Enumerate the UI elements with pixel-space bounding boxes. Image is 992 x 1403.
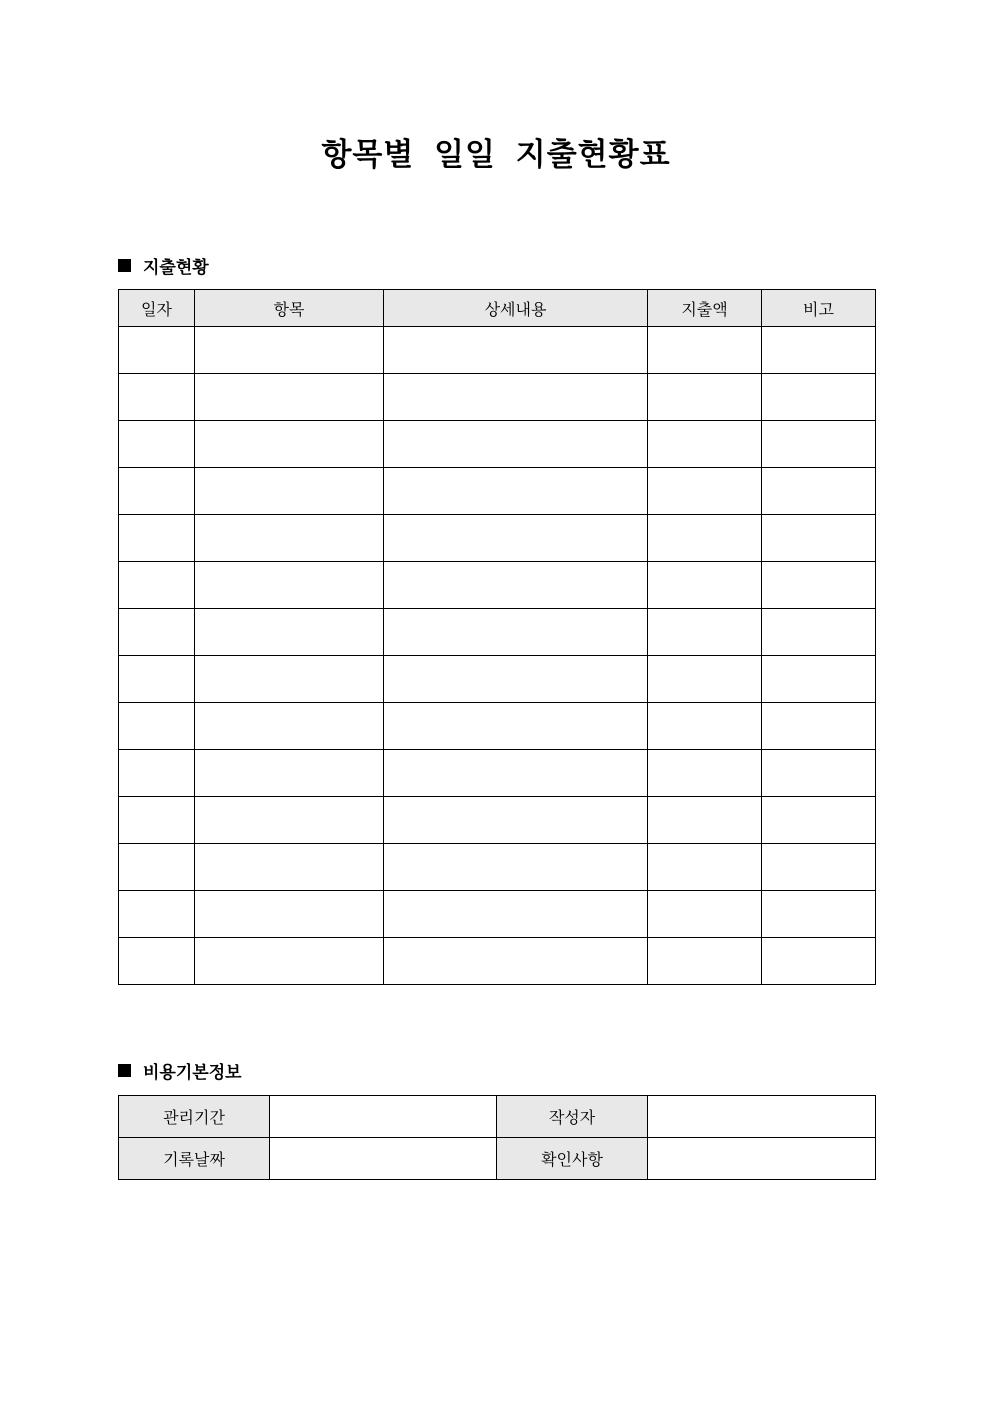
amount-cell[interactable] — [648, 515, 762, 562]
date-cell[interactable] — [119, 327, 195, 374]
details-cell[interactable] — [384, 421, 648, 468]
details-cell[interactable] — [384, 891, 648, 938]
amount-cell[interactable] — [648, 750, 762, 797]
info-row — [119, 1138, 876, 1180]
amount-cell[interactable] — [648, 562, 762, 609]
remarks-cell[interactable] — [762, 656, 876, 703]
author-label: 작성자 — [497, 1096, 648, 1138]
date-cell[interactable] — [119, 421, 195, 468]
author-field[interactable] — [648, 1096, 876, 1138]
amount-cell[interactable] — [648, 421, 762, 468]
amount-cell[interactable] — [648, 703, 762, 750]
cost-info-table — [118, 1095, 876, 1180]
remarks-cell[interactable] — [762, 374, 876, 421]
remarks-cell[interactable] — [762, 609, 876, 656]
details-cell[interactable] — [384, 938, 648, 985]
item-cell[interactable] — [195, 515, 384, 562]
item-cell[interactable] — [195, 421, 384, 468]
date-cell[interactable] — [119, 515, 195, 562]
item-cell[interactable] — [195, 562, 384, 609]
item-cell[interactable] — [195, 468, 384, 515]
remarks-cell[interactable] — [762, 938, 876, 985]
record-date-field[interactable] — [270, 1138, 497, 1180]
table-row — [119, 609, 876, 656]
info-row — [119, 1096, 876, 1138]
item-cell[interactable] — [195, 938, 384, 985]
item-cell[interactable] — [195, 750, 384, 797]
date-cell[interactable] — [119, 374, 195, 421]
table-row — [119, 515, 876, 562]
confirmation-label: 확인사항 — [497, 1138, 648, 1180]
details-cell[interactable] — [384, 468, 648, 515]
expense-table-header-row — [119, 290, 876, 327]
date-cell[interactable] — [119, 562, 195, 609]
remarks-cell[interactable] — [762, 844, 876, 891]
details-cell[interactable] — [384, 515, 648, 562]
expense-table — [118, 289, 876, 985]
table-row — [119, 468, 876, 515]
table-row — [119, 750, 876, 797]
square-bullet-icon — [118, 1064, 131, 1077]
item-cell[interactable] — [195, 374, 384, 421]
amount-cell[interactable] — [648, 891, 762, 938]
remarks-cell[interactable] — [762, 703, 876, 750]
details-cell[interactable] — [384, 656, 648, 703]
remarks-cell[interactable] — [762, 891, 876, 938]
remarks-cell[interactable] — [762, 797, 876, 844]
table-row — [119, 938, 876, 985]
expense-section-label: 지출현황 — [143, 257, 209, 278]
date-cell[interactable] — [119, 797, 195, 844]
details-cell[interactable] — [384, 750, 648, 797]
details-cell[interactable] — [384, 327, 648, 374]
item-cell[interactable] — [195, 891, 384, 938]
amount-cell[interactable] — [648, 844, 762, 891]
amount-cell[interactable] — [648, 656, 762, 703]
management-period-field[interactable] — [270, 1096, 497, 1138]
remarks-cell[interactable] — [762, 562, 876, 609]
column-header-details: 상세내용 — [384, 290, 648, 327]
expense-section-heading — [118, 253, 209, 277]
item-cell[interactable] — [195, 609, 384, 656]
confirmation-field[interactable] — [648, 1138, 876, 1180]
info-section-label: 비용기본정보 — [143, 1062, 242, 1083]
table-row — [119, 844, 876, 891]
table-row — [119, 327, 876, 374]
date-cell[interactable] — [119, 656, 195, 703]
amount-cell[interactable] — [648, 797, 762, 844]
details-cell[interactable] — [384, 562, 648, 609]
table-row — [119, 797, 876, 844]
column-header-amount: 지출액 — [648, 290, 762, 327]
square-bullet-icon — [118, 259, 131, 272]
item-cell[interactable] — [195, 797, 384, 844]
amount-cell[interactable] — [648, 327, 762, 374]
remarks-cell[interactable] — [762, 468, 876, 515]
amount-cell[interactable] — [648, 468, 762, 515]
item-cell[interactable] — [195, 656, 384, 703]
item-cell[interactable] — [195, 327, 384, 374]
details-cell[interactable] — [384, 703, 648, 750]
management-period-label: 관리기간 — [119, 1096, 270, 1138]
document-title: 항목별 일일 지출현황표 — [321, 137, 671, 173]
date-cell[interactable] — [119, 750, 195, 797]
record-date-label: 기록날짜 — [119, 1138, 270, 1180]
column-header-item: 항목 — [195, 290, 384, 327]
amount-cell[interactable] — [648, 374, 762, 421]
table-row — [119, 421, 876, 468]
details-cell[interactable] — [384, 374, 648, 421]
date-cell[interactable] — [119, 468, 195, 515]
table-row — [119, 374, 876, 421]
column-header-remarks: 비고 — [762, 290, 876, 327]
amount-cell[interactable] — [648, 938, 762, 985]
table-row — [119, 703, 876, 750]
table-row — [119, 891, 876, 938]
remarks-cell[interactable] — [762, 327, 876, 374]
date-cell[interactable] — [119, 891, 195, 938]
date-cell[interactable] — [119, 609, 195, 656]
date-cell[interactable] — [119, 938, 195, 985]
column-header-date: 일자 — [119, 290, 195, 327]
remarks-cell[interactable] — [762, 515, 876, 562]
item-cell[interactable] — [195, 844, 384, 891]
amount-cell[interactable] — [648, 609, 762, 656]
table-row — [119, 562, 876, 609]
remarks-cell[interactable] — [762, 421, 876, 468]
details-cell[interactable] — [384, 797, 648, 844]
table-row — [119, 656, 876, 703]
remarks-cell[interactable] — [762, 750, 876, 797]
item-cell[interactable] — [195, 703, 384, 750]
details-cell[interactable] — [384, 609, 648, 656]
date-cell[interactable] — [119, 844, 195, 891]
date-cell[interactable] — [119, 703, 195, 750]
details-cell[interactable] — [384, 844, 648, 891]
info-section-heading — [118, 1058, 242, 1082]
